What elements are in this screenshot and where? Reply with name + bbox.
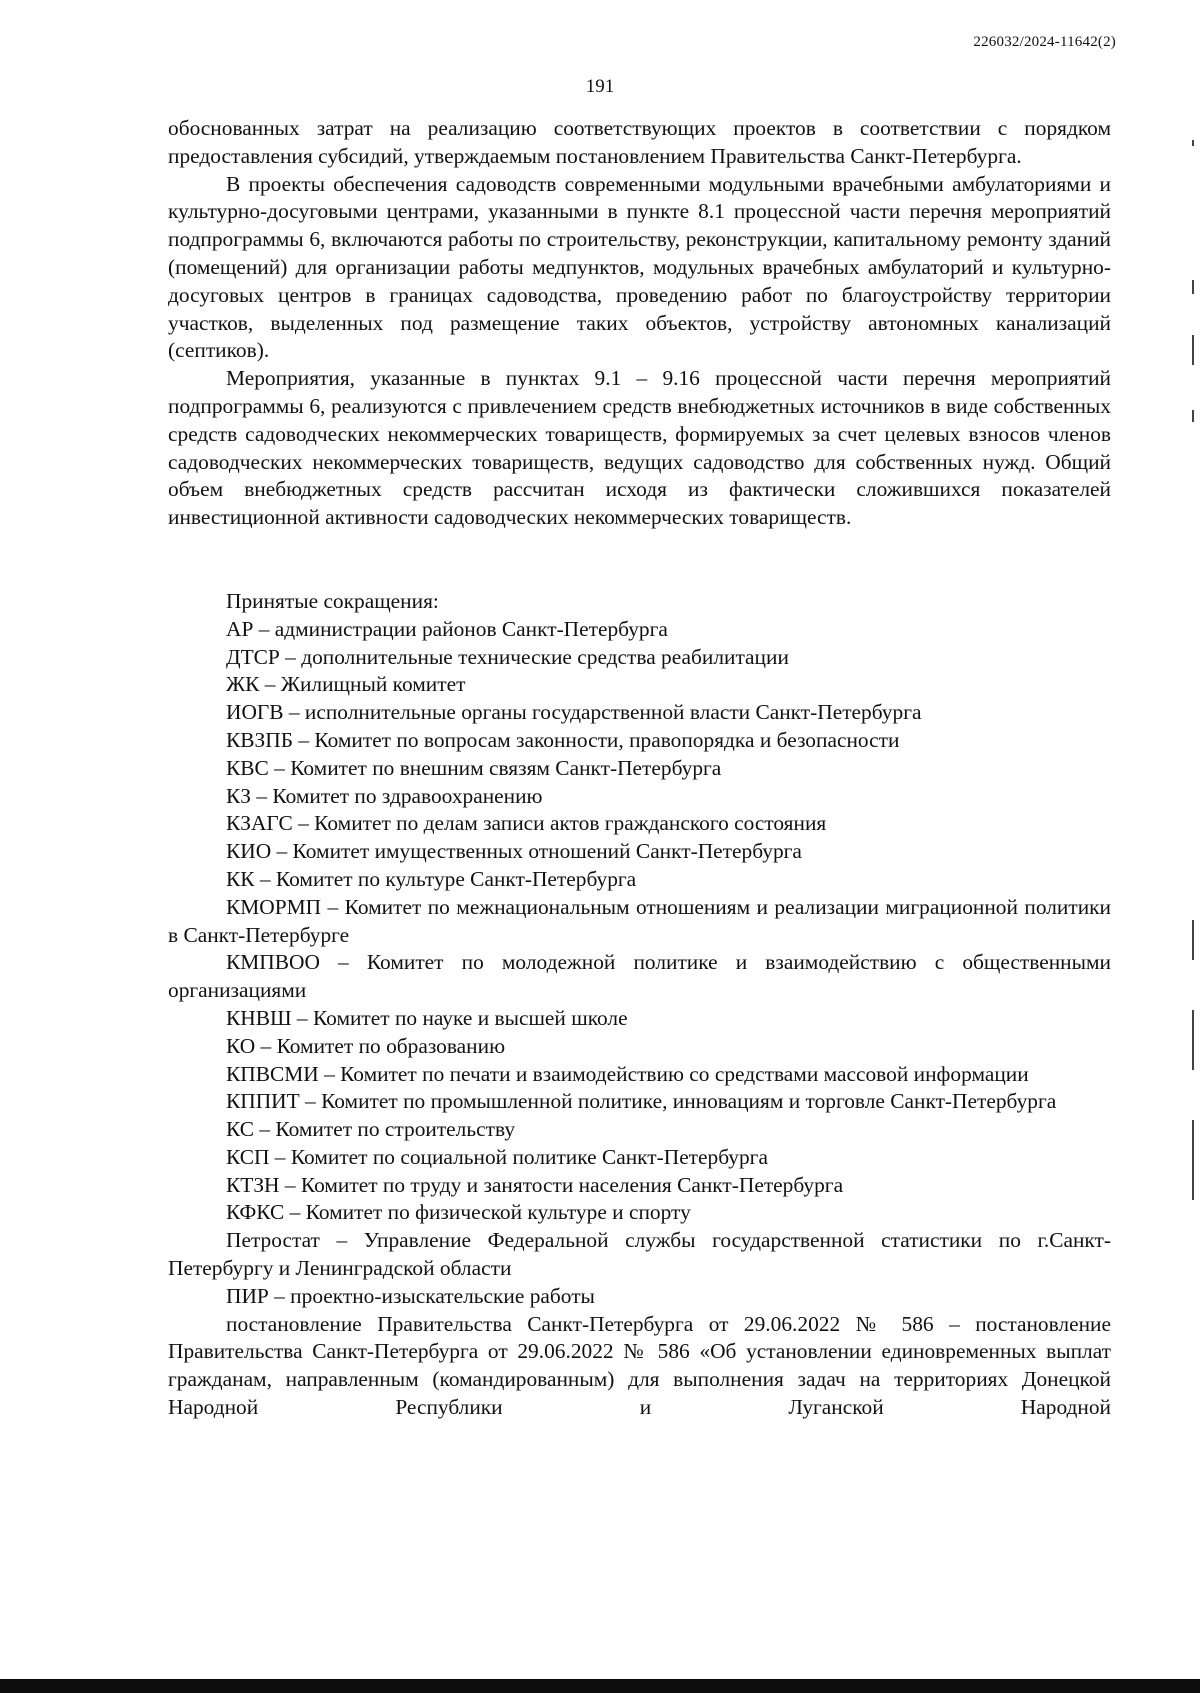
- abbreviation-item: КТЗН – Комитет по труду и занятости населения Санкт-Петербурга: [226, 1172, 844, 1197]
- abbreviation-item: КС – Комитет по строительству: [226, 1117, 516, 1142]
- abbreviation-item: ИОГВ – исполнительные органы государственной власти Санкт-Петербурга: [226, 700, 922, 725]
- document-registration-number: 226032/2024-11642(2): [973, 34, 1116, 50]
- scan-edge-marks: [1192, 130, 1196, 1230]
- abbreviation-item: ПИР – проектно-изыскательские работы: [226, 1283, 595, 1308]
- document-body: [168, 115, 1111, 1422]
- abbreviation-item: КФКС – Комитет по физической культуре и спорту: [226, 1200, 691, 1225]
- abbreviation-item: КВЗПБ – Комитет по вопросам законности, правопорядка и безопасности: [226, 727, 900, 752]
- abbreviation-item: АР – администрации районов Санкт-Петербурга: [226, 616, 668, 641]
- body-paragraph: обоснованных затрат на реализацию соответствующих проектов в соответствии с порядком предоставления субсидий, утверждаемым постановлением Правительства Санкт-Петербурга.: [168, 116, 1111, 168]
- page-number: 191: [585, 76, 615, 97]
- abbreviation-item: КСП – Комитет по социальной политике Санкт-Петербурга: [226, 1144, 768, 1169]
- abbreviation-item: КЗ – Комитет по здравоохранению: [226, 783, 543, 808]
- abbreviation-item: КО – Комитет по образованию: [226, 1033, 506, 1058]
- abbreviation-item: КНВШ – Комитет по науке и высшей школе: [226, 1005, 628, 1030]
- abbreviation-item: ДТСР – дополнительные технические средства реабилитации: [226, 644, 789, 669]
- abbreviation-item: КМПВОО – Комитет по молодежной политике и взаимодействию с общественными организациями: [168, 950, 1111, 1003]
- body-paragraph: В проекты обеспечения садоводств современными модульными врачебными амбулаториями и культурно-досуговыми центрами, указанными в пункте 8.1 процессной части перечня мероприятий подпрограммы 6, включаются работы по строительству, реконструкции, капитальному ремонту зданий (помещений) для организации работы медпунктов, модульных врачебных амбулаторий и культурно-досуговых центров в границах садоводства, проведению работ по благоустройству территории участков, выделенных под размещение таких объектов, устройству автономных канализаций (септиков).: [168, 171, 1111, 363]
- abbreviations-title: Принятые сокращения:: [226, 588, 439, 613]
- abbreviation-item: КК – Комитет по культуре Санкт-Петербурга: [226, 866, 637, 891]
- abbreviation-item: Петростат – Управление Федеральной службы государственной статистики по г.Санкт-Петербургу и Ленинградской области: [168, 1228, 1111, 1281]
- body-paragraph: Мероприятия, указанные в пунктах 9.1 – 9.16 процессной части перечня мероприятий подпрограммы 6, реализуются с привлечением средств внебюджетных источников в виде собственных средств садоводческих некоммерческих товариществ, формируемых за счет целевых взносов членов садоводческих некоммерческих товариществ, ведущих садоводство для собственных нужд. Общий объем внебюджетных средств рассчитан исходя из фактически сложившихся показателей инвестиционной активности садоводческих некоммерческих товариществ.: [168, 366, 1111, 530]
- abbreviation-item: КПВСМИ – Комитет по печати и взаимодействию со средствами массовой информации: [226, 1061, 1029, 1086]
- abbreviation-item: постановление Правительства Санкт-Петербурга от 29.06.2022 № 586 – постановление Правительства Санкт-Петербурга от 29.06.2022 № 586 «Об установлении единовременных выплат гражданам, направленным (командированным) для выполнения задач на территориях Донецкой Народной Республики и Луганской Народной: [168, 1311, 1111, 1420]
- abbreviation-item: КЗАГС – Комитет по делам записи актов гражданского состояния: [226, 811, 827, 836]
- abbreviation-item: ЖК – Жилищный комитет: [226, 672, 466, 697]
- abbreviation-item: КМОРМП – Комитет по межнациональным отношениям и реализации миграционной политики в Санкт-Петербурге: [168, 894, 1111, 947]
- abbreviation-item: КППИТ – Комитет по промышленной политике, инновациям и торговле Санкт-Петербурга: [226, 1089, 1057, 1114]
- abbreviation-item: КВС – Комитет по внешним связям Санкт-Петербурга: [226, 755, 722, 780]
- scan-bottom-border: [0, 1679, 1200, 1693]
- abbreviation-item: КИО – Комитет имущественных отношений Санкт-Петербурга: [226, 839, 802, 864]
